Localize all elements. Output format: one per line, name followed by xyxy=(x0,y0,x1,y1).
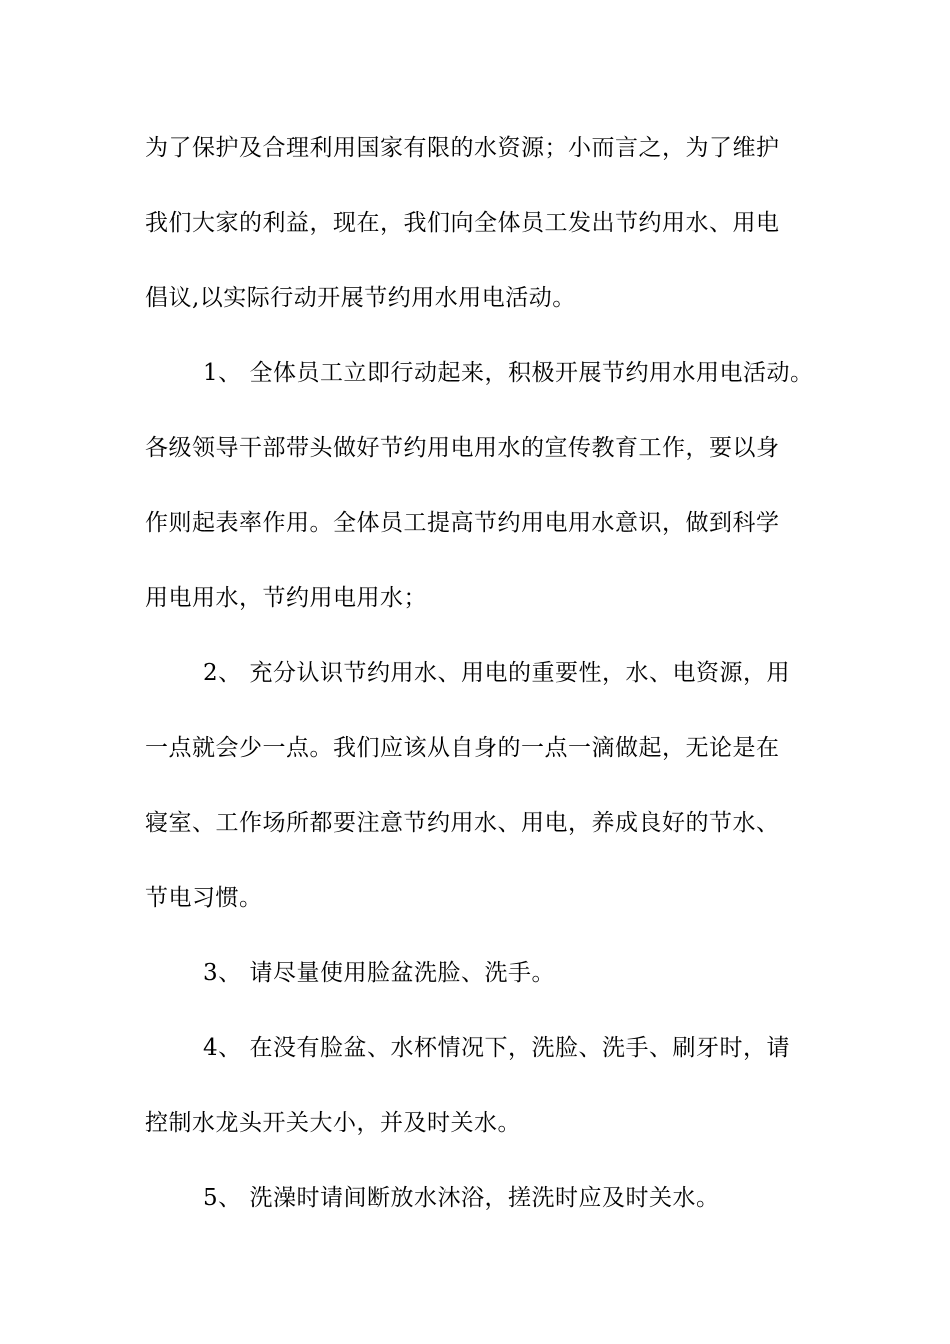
list-item-1-line-2: 各级领导干部带头做好节约用电用水的宣传教育工作，要以身 xyxy=(145,435,780,461)
list-item-1-line-4: 用电用水，节约用电用水； xyxy=(145,585,427,611)
list-item-2-line-2: 一点就会少一点。我们应该从自身的一点一滴做起，无论是在 xyxy=(145,735,780,761)
list-item-1-line-3: 作则起表率作用。全体员工提高节约用电用水意识，做到科学 xyxy=(145,510,780,536)
list-item-4-line-2: 控制水龙头开关大小，并及时关水。 xyxy=(145,1110,521,1136)
text-line-1: 为了保护及合理利用国家有限的水资源；小而言之，为了维护 xyxy=(145,135,780,161)
list-item-5-line-1: 5、 洗澡时请间断放水沐浴，搓洗时应及时关水。 xyxy=(203,1185,720,1211)
list-item-2-line-3: 寝室、工作场所都要注意节约用水、用电，养成良好的节水、 xyxy=(145,810,780,836)
list-item-1-line-1: 1、 全体员工立即行动起来，积极开展节约用水用电活动。 xyxy=(203,360,814,386)
text-line-2: 我们大家的利益，现在，我们向全体员工发出节约用水、用电 xyxy=(145,210,780,236)
list-item-4-line-1: 4、 在没有脸盆、水杯情况下，洗脸、洗手、刷牙时，请 xyxy=(203,1035,790,1061)
list-item-2-line-1: 2、 充分认识节约用水、用电的重要性，水、电资源，用 xyxy=(203,660,790,686)
list-item-3-line-1: 3、 请尽量使用脸盆洗脸、洗手。 xyxy=(203,960,555,986)
list-item-2-line-4: 节电习惯。 xyxy=(145,885,263,911)
text-line-3: 倡议,以实际行动开展节约用水用电活动。 xyxy=(145,285,576,311)
